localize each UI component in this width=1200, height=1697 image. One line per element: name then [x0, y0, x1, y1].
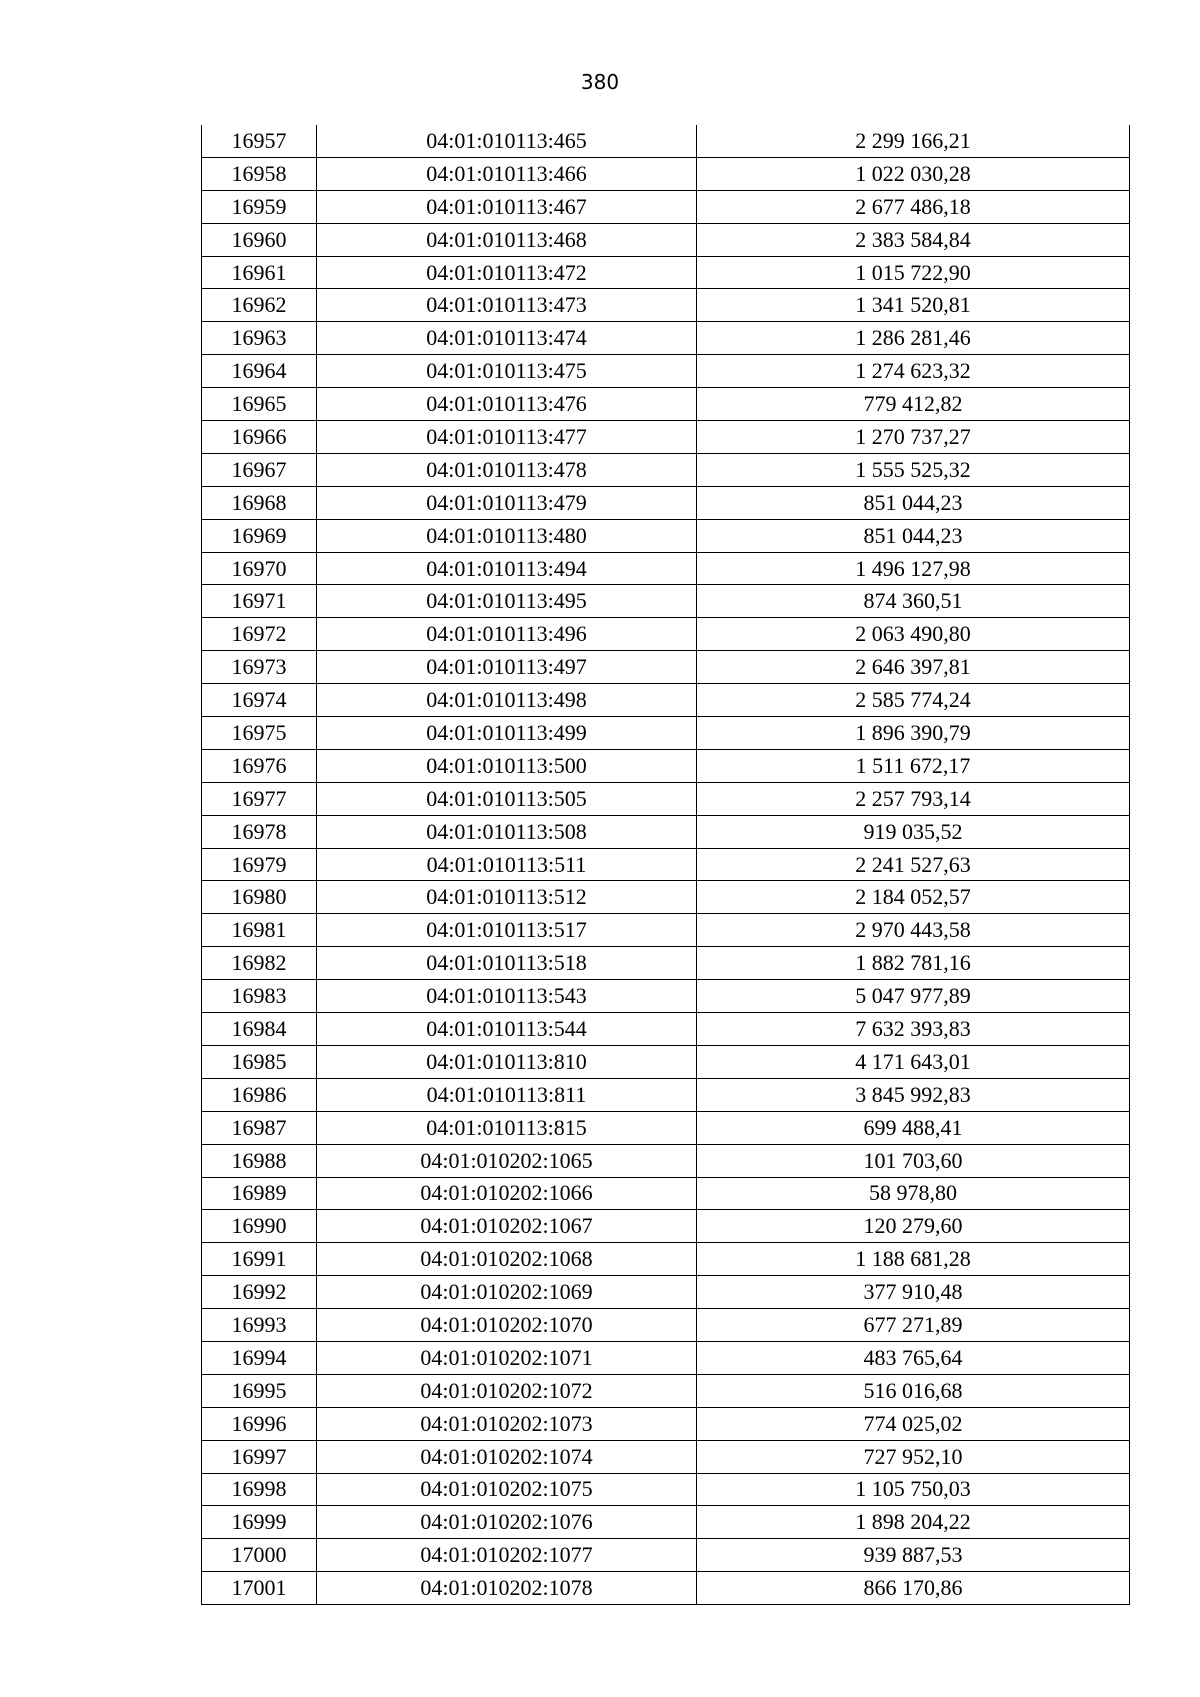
row-number-cell: 16971 [202, 585, 317, 618]
row-number-cell: 16983 [202, 980, 317, 1013]
cadastral-value-cell: 483 765,64 [697, 1341, 1130, 1374]
row-number-cell: 16960 [202, 223, 317, 256]
cadastral-value-cell: 516 016,68 [697, 1374, 1130, 1407]
table-row [202, 1111, 1130, 1144]
cadastral-number-cell: 04:01:010202:1074 [317, 1440, 697, 1473]
cadastral-number-cell: 04:01:010202:1073 [317, 1407, 697, 1440]
table-row [202, 1539, 1130, 1572]
row-number-cell: 16967 [202, 453, 317, 486]
table-row [202, 1440, 1130, 1473]
table-row [202, 717, 1130, 750]
cadastral-value-cell: 2 646 397,81 [697, 651, 1130, 684]
row-number-cell: 16974 [202, 684, 317, 717]
row-number-cell: 16962 [202, 289, 317, 322]
table-row [202, 1506, 1130, 1539]
table-row [202, 223, 1130, 256]
cadastral-value-cell: 2 585 774,24 [697, 684, 1130, 717]
table-row [202, 1341, 1130, 1374]
cadastral-value-cell: 1 274 623,32 [697, 355, 1130, 388]
cadastral-number-cell: 04:01:010113:543 [317, 980, 697, 1013]
table-row [202, 355, 1130, 388]
cadastral-number-cell: 04:01:010202:1068 [317, 1243, 697, 1276]
row-number-cell: 16975 [202, 717, 317, 750]
cadastral-value-cell: 2 063 490,80 [697, 618, 1130, 651]
cadastral-value-table [201, 125, 1130, 1605]
table-row [202, 1177, 1130, 1210]
cadastral-value-cell: 874 360,51 [697, 585, 1130, 618]
cadastral-value-cell: 1 882 781,16 [697, 947, 1130, 980]
cadastral-value-cell: 2 970 443,58 [697, 914, 1130, 947]
row-number-cell: 16985 [202, 1045, 317, 1078]
cadastral-value-cell: 2 677 486,18 [697, 190, 1130, 223]
table-row [202, 1078, 1130, 1111]
row-number-cell: 16979 [202, 848, 317, 881]
table-row [202, 1572, 1130, 1605]
cadastral-number-cell: 04:01:010113:815 [317, 1111, 697, 1144]
cadastral-number-cell: 04:01:010113:517 [317, 914, 697, 947]
row-number-cell: 16961 [202, 256, 317, 289]
cadastral-number-cell: 04:01:010202:1070 [317, 1309, 697, 1342]
table-row [202, 190, 1130, 223]
row-number-cell: 16994 [202, 1341, 317, 1374]
table-row [202, 749, 1130, 782]
row-number-cell: 17000 [202, 1539, 317, 1572]
row-number-cell: 16972 [202, 618, 317, 651]
cadastral-number-cell: 04:01:010113:511 [317, 848, 697, 881]
cadastral-number-cell: 04:01:010113:477 [317, 421, 697, 454]
cadastral-value-cell: 851 044,23 [697, 486, 1130, 519]
cadastral-number-cell: 04:01:010113:810 [317, 1045, 697, 1078]
cadastral-number-cell: 04:01:010202:1071 [317, 1341, 697, 1374]
row-number-cell: 16995 [202, 1374, 317, 1407]
table-row [202, 651, 1130, 684]
row-number-cell: 16980 [202, 881, 317, 914]
table-row [202, 486, 1130, 519]
cadastral-number-cell: 04:01:010113:465 [317, 125, 697, 157]
cadastral-value-cell: 1 555 525,32 [697, 453, 1130, 486]
table-row [202, 157, 1130, 190]
cadastral-value-cell: 677 271,89 [697, 1309, 1130, 1342]
cadastral-value-cell: 1 015 722,90 [697, 256, 1130, 289]
table-row [202, 519, 1130, 552]
row-number-cell: 16977 [202, 782, 317, 815]
cadastral-value-cell: 1 341 520,81 [697, 289, 1130, 322]
row-number-cell: 16982 [202, 947, 317, 980]
table-row [202, 388, 1130, 421]
cadastral-number-cell: 04:01:010113:496 [317, 618, 697, 651]
table-row [202, 585, 1130, 618]
cadastral-value-cell: 58 978,80 [697, 1177, 1130, 1210]
cadastral-value-cell: 779 412,82 [697, 388, 1130, 421]
row-number-cell: 16987 [202, 1111, 317, 1144]
row-number-cell: 16973 [202, 651, 317, 684]
cadastral-number-cell: 04:01:010113:512 [317, 881, 697, 914]
row-number-cell: 16976 [202, 749, 317, 782]
table-row [202, 848, 1130, 881]
row-number-cell: 17001 [202, 1572, 317, 1605]
cadastral-value-cell: 1 898 204,22 [697, 1506, 1130, 1539]
cadastral-value-cell: 4 171 643,01 [697, 1045, 1130, 1078]
table-row [202, 1144, 1130, 1177]
cadastral-number-cell: 04:01:010113:497 [317, 651, 697, 684]
cadastral-value-cell: 866 170,86 [697, 1572, 1130, 1605]
table-row [202, 1407, 1130, 1440]
cadastral-number-cell: 04:01:010202:1066 [317, 1177, 697, 1210]
row-number-cell: 16978 [202, 815, 317, 848]
cadastral-value-cell: 1 270 737,27 [697, 421, 1130, 454]
table-row [202, 815, 1130, 848]
cadastral-number-cell: 04:01:010113:498 [317, 684, 697, 717]
cadastral-value-cell: 699 488,41 [697, 1111, 1130, 1144]
table-row [202, 914, 1130, 947]
row-number-cell: 16981 [202, 914, 317, 947]
table-row [202, 256, 1130, 289]
table-row [202, 1309, 1130, 1342]
table-row [202, 322, 1130, 355]
cadastral-number-cell: 04:01:010113:468 [317, 223, 697, 256]
row-number-cell: 16998 [202, 1473, 317, 1506]
cadastral-number-cell: 04:01:010113:811 [317, 1078, 697, 1111]
cadastral-number-cell: 04:01:010113:472 [317, 256, 697, 289]
table-row [202, 782, 1130, 815]
cadastral-number-cell: 04:01:010113:467 [317, 190, 697, 223]
table-row [202, 1473, 1130, 1506]
row-number-cell: 16993 [202, 1309, 317, 1342]
table-row [202, 618, 1130, 651]
cadastral-value-cell: 3 845 992,83 [697, 1078, 1130, 1111]
table-row [202, 125, 1130, 157]
cadastral-number-cell: 04:01:010113:474 [317, 322, 697, 355]
table-row [202, 289, 1130, 322]
table-row [202, 1210, 1130, 1243]
cadastral-value-cell: 101 703,60 [697, 1144, 1130, 1177]
cadastral-number-cell: 04:01:010202:1065 [317, 1144, 697, 1177]
cadastral-number-cell: 04:01:010113:499 [317, 717, 697, 750]
cadastral-value-cell: 774 025,02 [697, 1407, 1130, 1440]
row-number-cell: 16997 [202, 1440, 317, 1473]
table-row [202, 881, 1130, 914]
cadastral-value-cell: 7 632 393,83 [697, 1013, 1130, 1046]
table-row [202, 1045, 1130, 1078]
row-number-cell: 16999 [202, 1506, 317, 1539]
row-number-cell: 16991 [202, 1243, 317, 1276]
row-number-cell: 16958 [202, 157, 317, 190]
cadastral-number-cell: 04:01:010113:518 [317, 947, 697, 980]
cadastral-number-cell: 04:01:010202:1076 [317, 1506, 697, 1539]
row-number-cell: 16968 [202, 486, 317, 519]
cadastral-number-cell: 04:01:010113:476 [317, 388, 697, 421]
table-row [202, 1243, 1130, 1276]
cadastral-value-cell: 377 910,48 [697, 1276, 1130, 1309]
cadastral-value-cell: 1 896 390,79 [697, 717, 1130, 750]
cadastral-number-cell: 04:01:010113:508 [317, 815, 697, 848]
cadastral-value-cell: 2 241 527,63 [697, 848, 1130, 881]
cadastral-value-cell: 1 105 750,03 [697, 1473, 1130, 1506]
row-number-cell: 16984 [202, 1013, 317, 1046]
table-row [202, 453, 1130, 486]
cadastral-number-cell: 04:01:010113:544 [317, 1013, 697, 1046]
cadastral-value-cell: 727 952,10 [697, 1440, 1130, 1473]
table-row [202, 947, 1130, 980]
row-number-cell: 16966 [202, 421, 317, 454]
cadastral-value-cell: 2 299 166,21 [697, 125, 1130, 157]
cadastral-value-cell: 919 035,52 [697, 815, 1130, 848]
table-row [202, 552, 1130, 585]
cadastral-number-cell: 04:01:010113:466 [317, 157, 697, 190]
row-number-cell: 16963 [202, 322, 317, 355]
table-row [202, 1374, 1130, 1407]
cadastral-value-cell: 939 887,53 [697, 1539, 1130, 1572]
row-number-cell: 16992 [202, 1276, 317, 1309]
row-number-cell: 16965 [202, 388, 317, 421]
cadastral-value-cell: 2 184 052,57 [697, 881, 1130, 914]
table-row [202, 1276, 1130, 1309]
table-row [202, 980, 1130, 1013]
cadastral-number-cell: 04:01:010113:478 [317, 453, 697, 486]
cadastral-number-cell: 04:01:010113:479 [317, 486, 697, 519]
row-number-cell: 16957 [202, 125, 317, 157]
cadastral-value-cell: 2 383 584,84 [697, 223, 1130, 256]
cadastral-value-cell: 1 286 281,46 [697, 322, 1130, 355]
cadastral-value-cell: 2 257 793,14 [697, 782, 1130, 815]
row-number-cell: 16970 [202, 552, 317, 585]
row-number-cell: 16969 [202, 519, 317, 552]
cadastral-value-cell: 5 047 977,89 [697, 980, 1130, 1013]
cadastral-value-cell: 1 188 681,28 [697, 1243, 1130, 1276]
table-row [202, 684, 1130, 717]
row-number-cell: 16990 [202, 1210, 317, 1243]
cadastral-number-cell: 04:01:010202:1067 [317, 1210, 697, 1243]
cadastral-number-cell: 04:01:010113:495 [317, 585, 697, 618]
cadastral-number-cell: 04:01:010202:1077 [317, 1539, 697, 1572]
cadastral-number-cell: 04:01:010113:494 [317, 552, 697, 585]
row-number-cell: 16989 [202, 1177, 317, 1210]
row-number-cell: 16964 [202, 355, 317, 388]
cadastral-value-cell: 851 044,23 [697, 519, 1130, 552]
row-number-cell: 16986 [202, 1078, 317, 1111]
cadastral-number-cell: 04:01:010113:500 [317, 749, 697, 782]
cadastral-number-cell: 04:01:010113:505 [317, 782, 697, 815]
cadastral-number-cell: 04:01:010202:1069 [317, 1276, 697, 1309]
cadastral-number-cell: 04:01:010113:480 [317, 519, 697, 552]
cadastral-number-cell: 04:01:010202:1075 [317, 1473, 697, 1506]
table-row [202, 421, 1130, 454]
table-row [202, 1013, 1130, 1046]
row-number-cell: 16988 [202, 1144, 317, 1177]
cadastral-value-cell: 1 496 127,98 [697, 552, 1130, 585]
cadastral-number-cell: 04:01:010113:473 [317, 289, 697, 322]
cadastral-value-cell: 1 511 672,17 [697, 749, 1130, 782]
page-number: 380 [580, 70, 620, 94]
row-number-cell: 16996 [202, 1407, 317, 1440]
cadastral-number-cell: 04:01:010202:1072 [317, 1374, 697, 1407]
row-number-cell: 16959 [202, 190, 317, 223]
cadastral-value-cell: 120 279,60 [697, 1210, 1130, 1243]
cadastral-number-cell: 04:01:010202:1078 [317, 1572, 697, 1605]
table-body [202, 125, 1130, 1605]
cadastral-number-cell: 04:01:010113:475 [317, 355, 697, 388]
cadastral-value-cell: 1 022 030,28 [697, 157, 1130, 190]
